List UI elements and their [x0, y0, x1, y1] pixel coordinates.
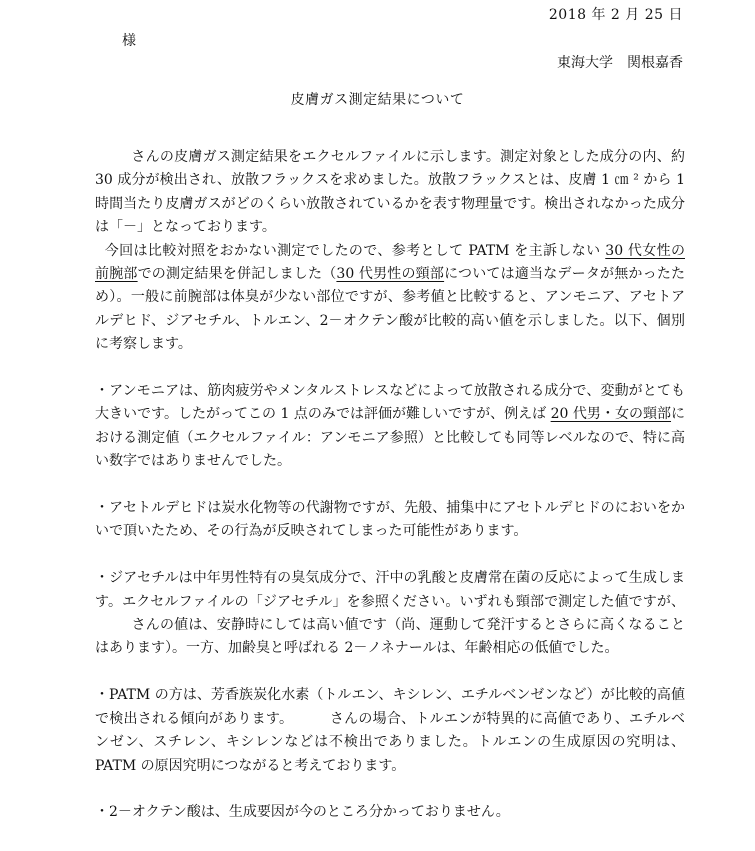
document-body: [95, 146, 685, 825]
paragraph-patm-text-1: ・PATM の方は、芳香族炭化水素（トルエン、キシレン、エチルベンゼンなど）が比較的高値で検出される傾向があります。: [95, 687, 685, 727]
underlined-reference-male-neck: 30 代男性の頸部: [336, 266, 445, 283]
paragraph-ammonia-text-2: における測定値（エクセルファイル：アンモニア参照）と比較しても同等レベルなので、特に高い数字ではありませんでした。: [95, 406, 686, 470]
paragraph-reference-text-2: での測定結果を併記しました（: [137, 266, 337, 283]
document-title: 皮膚ガス測定結果について: [290, 92, 465, 108]
paragraph-patm: [95, 684, 685, 778]
paragraph-patm-text-2: さんの場合、トルエンが特異的に高値であり、エチルベンゼン、スチレン、キシレンなどは不検出でありました。トルエンの生成原因の究明は、PATM の原因究明につながると考えております。: [95, 710, 685, 774]
underlined-reference-female-forearm: 30 代女性の前腕部: [95, 242, 685, 283]
paragraph-ammonia: [95, 380, 685, 474]
paragraph-reference-text-1: 今回は比較対照をおかない測定でしたので、参考として PATM を主訴しない: [104, 242, 606, 259]
paragraph-diacetyl-text-2: さんの値は、安静時にしては高い値です（尚、運動して発汗するとさらに高くなることはあります）。一方、加齢臭と呼ばれる 2－ノネナールは、年齢相応の低値でした。: [95, 617, 685, 657]
paragraph-diacetyl-text-1: ・ジアセチルは中年男性特有の臭気成分で、汗中の乳酸と皮膚常在菌の反応によって生成します。エクセルファイルの「ジアセチル」を参照ください。いずれも頸部で測定した値ですが、: [95, 570, 685, 610]
paragraph-reference: [95, 240, 685, 357]
paragraph-intro: さんの皮膚ガス測定結果をエクセルファイルに示します。測定対象とした成分の内、約 30 成分が検出され、放散フラックスを求めました。放散フラックスとは、皮膚 1 ㎝ ² から 1 時間当たり皮膚ガスがどのくらい放散されているかを表す物理量です。検出されなかった成分は「－」となっております。: [95, 149, 685, 236]
paragraph-acetaldehyde: ・アセトルデヒドは炭水化物等の代謝物ですが、先般、捕集中にアセトルデヒドのにおいをかいで頂いたため、その行為が反映されてしまった可能性があります。: [95, 500, 685, 540]
recipient-honorific: 様: [122, 33, 136, 49]
sender-name: 東海大学 関根嘉香: [557, 55, 683, 71]
paragraph-diacetyl: [95, 567, 685, 661]
paragraph-reference-text-3: については適当なデータが無かったため）。一般に前腕部は体臭が少ない部位ですが、参考値と比較すると、アンモニア、アセトアルデヒド、ジアセチル、トルエン、2－オクテン酸が比較的高い値を示しました。以下、個別に考察します。: [95, 266, 686, 353]
document-date: 2018 年 2 月 25 日: [548, 7, 683, 23]
paragraph-ammonia-text-1: ・アンモニアは、筋肉疲労やメンタルストレスなどによって放散される成分で、変動がとても大きいです。したがってこの 1 点のみでは評価が難しいですが、例えば: [95, 383, 685, 423]
underlined-reference-20s-neck: 20 代男・女の頸部: [550, 406, 672, 423]
paragraph-octenoic-acid: ・2－オクテン酸は、生成要因が今のところ分かっておりません。: [95, 804, 510, 821]
